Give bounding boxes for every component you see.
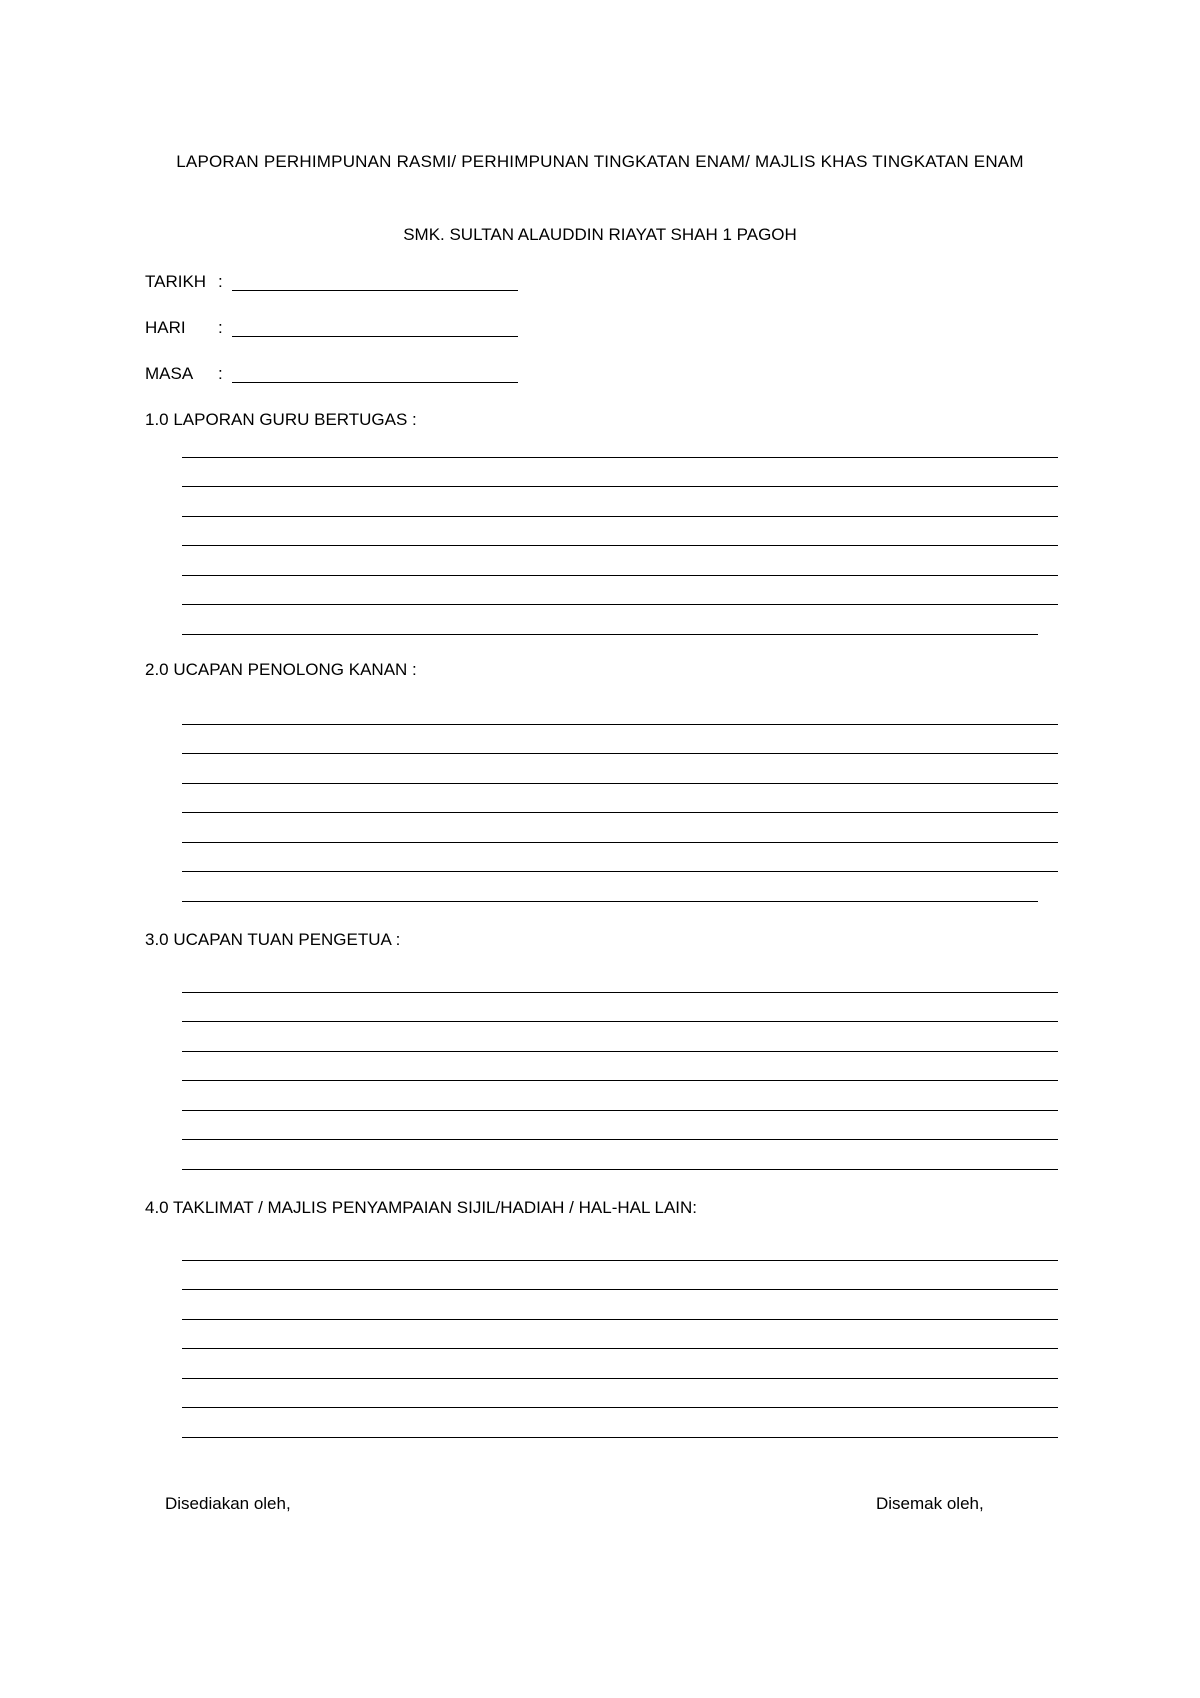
writing-line [182,1319,1058,1320]
writing-line [182,604,1058,605]
writing-line [182,753,1058,754]
field-hari-label: HARI [145,318,186,337]
writing-line [182,901,1038,902]
writing-line [182,634,1038,635]
writing-line [182,516,1058,517]
section-4-heading: 4.0 TAKLIMAT / MAJLIS PENYAMPAIAN SIJIL/HADIAH / HAL-HAL LAIN: [145,1198,698,1217]
writing-line [182,724,1058,725]
writing-line [182,1080,1058,1081]
section-1-heading: 1.0 LAPORAN GURU BERTUGAS : [145,410,417,429]
checked-by-label: Disemak oleh, [876,1494,984,1513]
field-masa-label: MASA [145,364,194,383]
document-title: LAPORAN PERHIMPUNAN RASMI/ PERHIMPUNAN TINGKATAN ENAM/ MAJLIS KHAS TINGKATAN ENAM [176,152,1024,171]
writing-line [182,1260,1058,1261]
field-tarikh-colon: : [218,272,223,291]
field-tarikh-label: TARIKH [145,272,207,291]
section-3-heading: 3.0 UCAPAN TUAN PENGETUA : [145,930,401,949]
hari-blank-line[interactable] [232,336,518,337]
school-name: SMK. SULTAN ALAUDDIN RIAYAT SHAH 1 PAGOH [403,225,797,244]
writing-line [182,783,1058,784]
writing-line [182,545,1058,546]
writing-line [182,842,1058,843]
writing-line [182,812,1058,813]
writing-line [182,1051,1058,1052]
prepared-by-label: Disediakan oleh, [165,1494,291,1513]
writing-line [182,575,1058,576]
writing-line [182,1289,1058,1290]
writing-line [182,1139,1058,1140]
writing-line [182,486,1058,487]
tarikh-blank-line[interactable] [232,290,518,291]
section-2-heading: 2.0 UCAPAN PENOLONG KANAN : [145,660,417,679]
writing-line [182,1378,1058,1379]
writing-line [182,1407,1058,1408]
writing-line [182,871,1058,872]
field-hari-colon: : [218,318,223,337]
writing-line [182,1021,1058,1022]
writing-line [182,1169,1058,1170]
masa-blank-line[interactable] [232,382,518,383]
writing-line [182,457,1058,458]
field-masa-colon: : [218,364,223,383]
writing-line [182,1348,1058,1349]
writing-line [182,992,1058,993]
writing-line [182,1437,1058,1438]
writing-line [182,1110,1058,1111]
